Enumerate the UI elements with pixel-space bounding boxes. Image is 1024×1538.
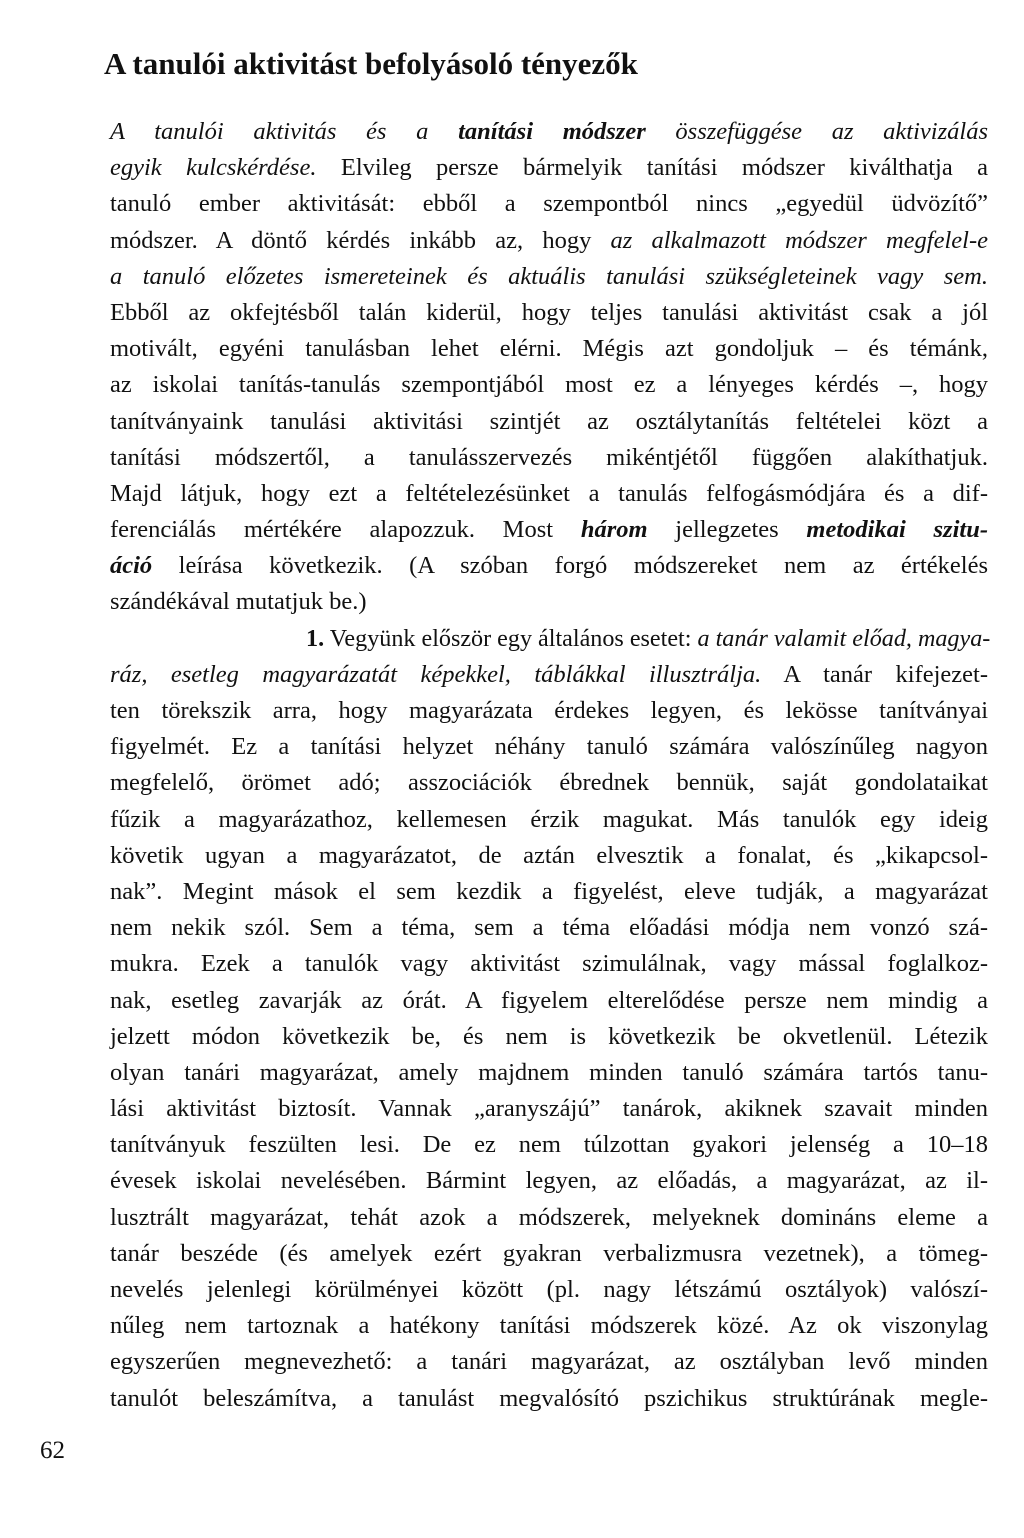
text-line — [110, 367, 988, 403]
text-line — [110, 476, 988, 512]
text-run: 1. — [306, 624, 325, 652]
text-run: az iskolai tanítás-tanulás szempontjából most ez a lényeges kérdés –, hogy — [110, 371, 988, 399]
text-run: nak”. Megint mások el sem kezdik a figyelést, eleve tudják, a magyarázat — [110, 877, 988, 905]
text-run: Majd látjuk, hogy ezt a feltételezésünket a tanulás felfogásmódjára és a dif- — [110, 479, 988, 507]
text-run: nak, esetleg zavarják az órát. A figyelem elterelődése persze nem mindig a — [110, 986, 988, 1014]
text-run: megfelelő, örömet adó; asszociációk ébrednek bennük, saját gondolataikat — [110, 769, 988, 797]
text-line — [110, 186, 988, 222]
text-line — [110, 512, 988, 548]
text-line — [110, 1091, 988, 1127]
text-line — [110, 295, 988, 331]
text-line — [110, 729, 988, 765]
page-number: 62 — [40, 1437, 65, 1464]
text-line — [110, 1163, 988, 1199]
text-line — [110, 621, 991, 657]
text-line — [110, 1200, 988, 1236]
text-line — [110, 331, 988, 367]
text-run: A tanár kifejezet- — [761, 660, 988, 688]
text-line — [110, 802, 988, 838]
text-run: jelzett módon következik be, és nem is következik be okvetlenül. Létezik — [110, 1022, 988, 1050]
text-run: tanár beszéde (és amelyek ezért gyakran verbalizmusra vezetnek), a tömeg- — [110, 1239, 988, 1267]
text-line — [110, 910, 988, 946]
text-run: a tanár valamit előad, magya- — [697, 624, 991, 652]
text-run: a tanuló előzetes ismereteinek és aktuális tanulási szükségleteinek vagy sem. — [110, 262, 988, 290]
text-run: jellegzetes — [647, 516, 807, 544]
text-line — [110, 1055, 988, 1091]
text-line — [110, 1308, 988, 1344]
text-line — [110, 259, 988, 295]
text-run: Ebből az okfejtésből talán kiderül, hogy teljes tanulási aktivitást csak a jól — [110, 298, 988, 326]
text-run: nevelés jelenlegi körülményei között (pl. nagy létszámú osztályok) valószí- — [110, 1276, 988, 1303]
text-line — [110, 838, 988, 874]
text-run: tanítási módszer — [458, 118, 646, 145]
text-run: ten törekszik arra, hogy magyarázata érdekes legyen, és lekösse tanítványai — [110, 697, 988, 724]
text-line — [110, 1272, 988, 1308]
text-line — [110, 404, 988, 440]
text-line — [110, 946, 988, 982]
text-line — [110, 1381, 988, 1417]
text-run: módszer. A döntő kérdés inkább az, hogy — [110, 226, 611, 254]
text-line — [110, 983, 988, 1019]
text-line — [110, 874, 988, 910]
text-run: tanítási módszertől, a tanulásszervezés mikéntjétől függően alakíthatjuk. — [110, 443, 988, 471]
text-line — [110, 1236, 988, 1272]
text-run: mukra. Ezek a tanulók vagy aktivitást szimulálnak, vagy mással foglalkoz- — [110, 950, 988, 978]
text-run: három — [580, 516, 648, 544]
text-run: fűzik a magyarázathoz, kellemesen érzik magukat. Más tanulók egy ideig — [110, 805, 988, 833]
text-line — [110, 657, 988, 693]
text-line — [110, 1344, 988, 1380]
body-text — [110, 114, 991, 1417]
text-run: lási aktivitást biztosít. Vannak „aranyszájú” tanárok, akiknek szavait minden — [110, 1095, 988, 1123]
text-run: Vegyünk először egy általános esetet: — [324, 624, 698, 652]
text-run: az alkalmazott módszer megfelel-e — [610, 226, 988, 254]
text-line — [110, 548, 988, 584]
text-run: egyszerűen megnevezhető: a tanári magyarázat, az osztályban levő minden — [110, 1348, 988, 1376]
text-line — [110, 150, 988, 186]
text-run: áció — [110, 552, 153, 580]
text-run: ráz, esetleg magyarázatát képekkel, táblákkal illusztrálja. — [110, 660, 762, 688]
text-run: olyan tanári magyarázat, amely majdnem minden tanuló számára tartós tanu- — [110, 1058, 988, 1086]
text-run: nem nekik szól. Sem a téma, sem a téma előadási módja nem vonzó szá- — [110, 914, 988, 942]
text-run: ferenciálás mértékére alapozzuk. Most — [110, 516, 581, 544]
text-line — [110, 584, 988, 620]
text-line — [110, 1127, 988, 1163]
text-run: Elvileg persze bármelyik tanítási módszer kiválthatja a — [316, 154, 988, 182]
section-title: A tanulói aktivitást befolyásoló tényezők — [104, 46, 638, 81]
text-run: egyik kulcskérdése. — [110, 154, 317, 182]
text-line — [110, 440, 988, 476]
text-run: tanulót beleszámítva, a tanulást megvalósító pszichikus struktúrának megle- — [110, 1384, 988, 1412]
text-run: leírása következik. (A szóban forgó módszereket nem az értékelés — [152, 552, 988, 580]
text-run: A tanulói aktivitás és a — [110, 118, 459, 145]
text-line — [110, 1019, 988, 1055]
text-line — [110, 765, 988, 801]
text-line — [110, 693, 988, 729]
text-line — [110, 114, 988, 150]
text-run: tanítványuk feszülten lesi. De ez nem túlzottan gyakori jelenség a 10–18 — [110, 1131, 988, 1159]
text-run: évesek iskolai nevelésében. Bármint legyen, az előadás, a magyarázat, az il- — [110, 1167, 988, 1195]
text-run: összefüggése az aktivizálás — [645, 118, 988, 145]
text-run: szándékával mutatjuk be.) — [110, 588, 367, 616]
text-run: motivált, egyéni tanulásban lehet elérni. Mégis azt gondoljuk – és témánk, — [110, 335, 988, 363]
text-run: lusztrált magyarázat, tehát azok a módszerek, melyeknek domináns eleme a — [110, 1203, 988, 1231]
text-run: figyelmét. Ez a tanítási helyzet néhány tanuló számára valószínűleg nagyon — [110, 733, 988, 761]
text-run: tanítványaink tanulási aktivitási szintjét az osztálytanítás feltételei közt a — [110, 407, 988, 435]
text-line — [110, 223, 988, 259]
text-run: tanuló ember aktivitását: ebből a szempontból nincs „egyedül üdvözítő” — [110, 190, 988, 218]
text-run: követik ugyan a magyarázatot, de aztán elvesztik a fonalat, és „kikapcsol- — [110, 841, 988, 869]
text-run: nűleg nem tartoznak a hatékony tanítási módszerek közé. Az ok viszonylag — [110, 1312, 988, 1340]
text-run: metodikai szitu- — [806, 516, 988, 544]
